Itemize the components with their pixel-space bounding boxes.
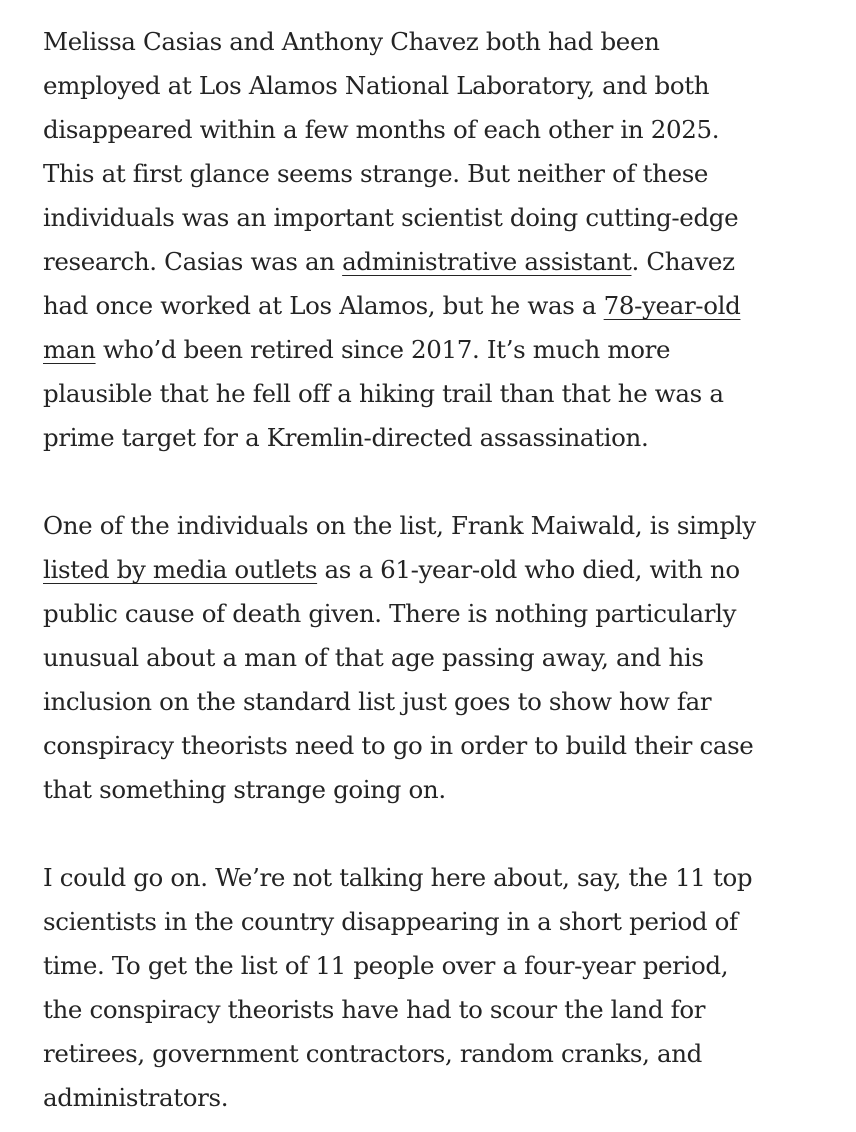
administrative-assistant-link[interactable]: administrative assistant xyxy=(342,247,632,276)
listed-by-media-outlets-link[interactable]: listed by media outlets xyxy=(43,555,318,584)
article-body xyxy=(43,20,773,1120)
paragraph-text: as a 61-year-old who died, with no public cause of death given. There is nothing particularly unusual about a man of that age passing away, and his inclusion on the standard list just goes to show how far conspiracy theorists need to go in order to build their case that something strange going on. xyxy=(43,555,754,804)
paragraph-text: . Chavez had once worked at Los Alamos, but he was a xyxy=(43,247,735,320)
78-year-old-man-link[interactable]: 78-year-old man xyxy=(43,291,741,364)
paragraph-los-alamos xyxy=(43,20,773,460)
paragraph-text: who’d been retired since 2017. It’s much more plausible that he fell off a hiking trail than that he was a prime target for a Kremlin-directed assassination. xyxy=(43,335,724,452)
paragraph-frank-maiwald xyxy=(43,504,773,812)
paragraph-text: Melissa Casias and Anthony Chavez both had been employed at Los Alamos National Laboratory, and both disappeared within a few months of each other in 2025. This at first glance seems strange. But neither of these individuals was an important scientist doing cutting-edge research. Casias was an xyxy=(43,27,739,276)
paragraph-text: I could go on. We’re not talking here about, say, the 11 top scientists in the country disappearing in a short period of time. To get the list of 11 people over a four-year period, the conspiracy theorists have had to scour the land for retirees, government contractors, random cranks, and administrators. xyxy=(43,863,753,1112)
paragraph-text: One of the individuals on the list, Frank Maiwald, is simply xyxy=(43,511,756,540)
paragraph-could-go-on xyxy=(43,856,773,1120)
